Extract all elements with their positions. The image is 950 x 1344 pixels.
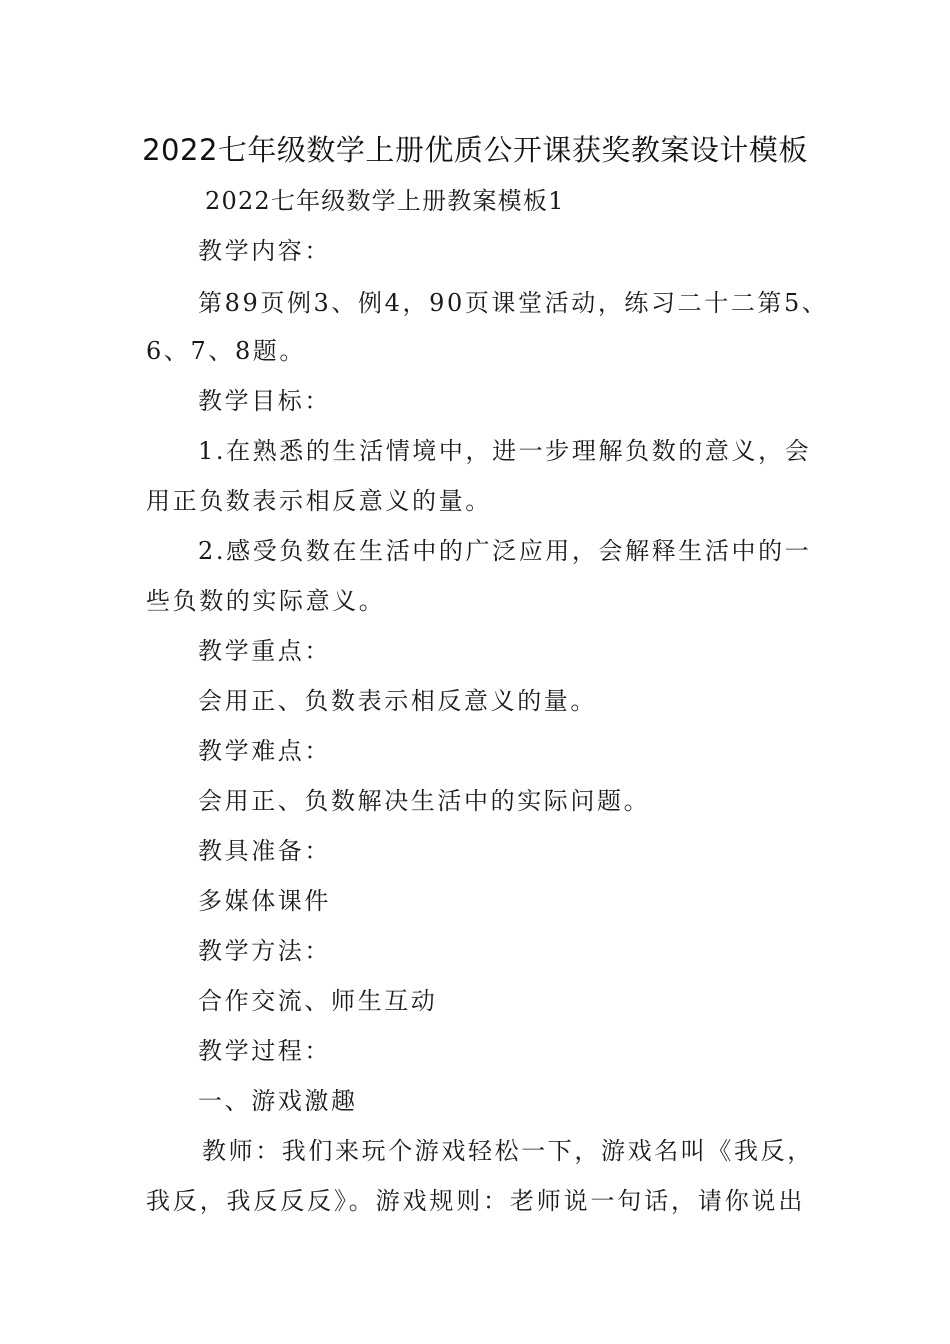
heading-teaching-goals: 教学目标： [198, 387, 331, 415]
paragraph-line: 些负数的实际意义。 [146, 587, 386, 615]
paragraph-line: 教师：我们来玩个游戏轻松一下，游戏名叫《我反， [202, 1137, 814, 1165]
paragraph-line: 多媒体课件 [198, 887, 331, 915]
paragraph-line: 会用正、负数解决生活中的实际问题。 [198, 787, 651, 815]
heading-teaching-content: 教学内容： [198, 237, 331, 265]
heading-teaching-methods: 教学方法： [198, 937, 331, 965]
paragraph-line: 用正负数表示相反意义的量。 [146, 487, 492, 515]
heading-game-intro: 一、游戏激趣 [198, 1087, 358, 1115]
paragraph-line: 6、7、8题。 [146, 337, 307, 365]
section-subtitle: 2022七年级数学上册教案模板1 [205, 187, 565, 215]
paragraph-line: 2.感受负数在生活中的广泛应用，会解释生活中的一 [198, 537, 812, 565]
heading-teaching-process: 教学过程： [198, 1037, 331, 1065]
paragraph-line: 我反，我反反反》。游戏规则：老师说一句话，请你说出 [146, 1187, 805, 1215]
heading-difficulties: 教学难点： [198, 737, 331, 765]
heading-key-points: 教学重点： [198, 637, 331, 665]
paragraph-line: 会用正、负数表示相反意义的量。 [198, 687, 597, 715]
paragraph-line: 1.在熟悉的生活情境中，进一步理解负数的意义，会 [198, 437, 812, 465]
heading-teaching-aids: 教具准备： [198, 837, 331, 865]
paragraph-line: 合作交流、师生互动 [198, 987, 438, 1015]
document-title: 2022七年级数学上册优质公开课获奖教案设计模板 [142, 133, 808, 167]
paragraph-line: 第89页例3、例4，90页课堂活动，练习二十二第5、 [198, 289, 829, 317]
